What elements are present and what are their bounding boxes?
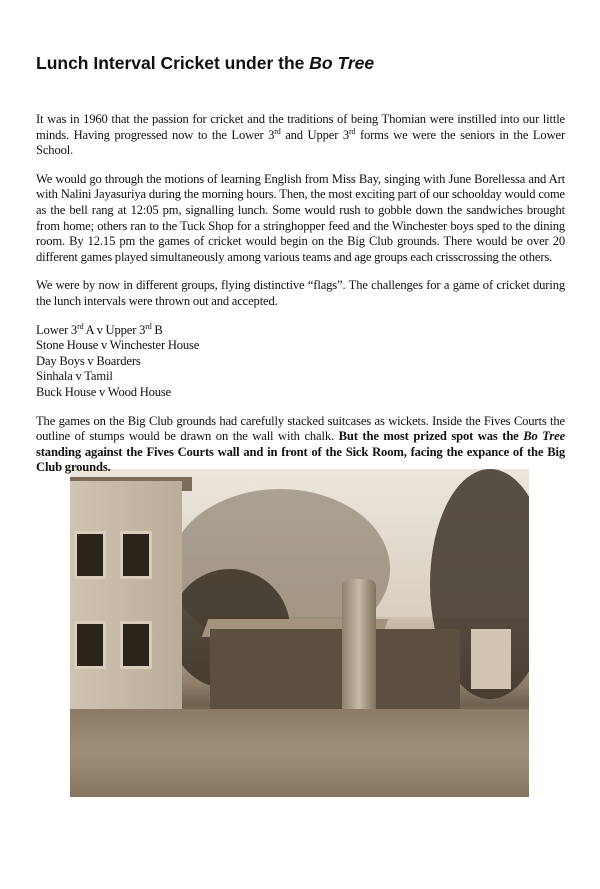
title-italic: Bo Tree	[309, 53, 375, 73]
match-item: Stone House v Winchester House	[36, 338, 200, 353]
match-item: Buck House v Wood House	[36, 384, 172, 399]
match-list	[36, 323, 565, 401]
match-item: Day Boys v Boarders	[36, 353, 141, 368]
body-text	[36, 112, 565, 476]
bo-tree-photo	[70, 469, 529, 797]
paragraph-intro: It was in 1960 that the passion for cricket and the traditions of being Thomian were instilled into our little minds. Having progressed now to the Lower 3rd and Upper 3rd forms we were the seniors in the Lower School.	[36, 112, 565, 158]
paragraph-lunch: We would go through the motions of learning English from Miss Bay, singing with June Borellessa and Art with Nalini Jayasuriya during the morning hours. Then, the most exciting part of our schoolday would come as the bell rang at 12:05 pm, signalling lunch. Some would rush to gobble down the sandwiches brought from home; others ran to the Tuck Shop for a stringhopper feed and the Winchester boys sped to the dining room. By 12.15 pm the games of cricket would begin on the Big Club grounds. There would be over 20 different games played simultaneously among various teams and age groups each crisscrossing the others.	[36, 171, 565, 264]
paragraph-groups: We were by now in different groups, flying distinctive “flags”. The challenges for a game of cricket during the lunch intervals were thrown out and accepted.	[36, 278, 565, 308]
match-item: Lower 3rd A v Upper 3rd B	[36, 321, 163, 337]
match-item: Sinhala v Tamil	[36, 369, 113, 384]
paragraph-bo-tree: The games on the Big Club grounds had carefully stacked suitcases as wickets. Inside the Fives Courts the outline of stumps would be drawn on the wall with chalk. But the most prized spot was the Bo Tree standing against the Fives Courts wall and in front of the Sick Room, facing the expance of the Big Club grounds.	[36, 413, 566, 475]
page-title: Lunch Interval Cricket under the Bo Tree	[36, 53, 375, 73]
